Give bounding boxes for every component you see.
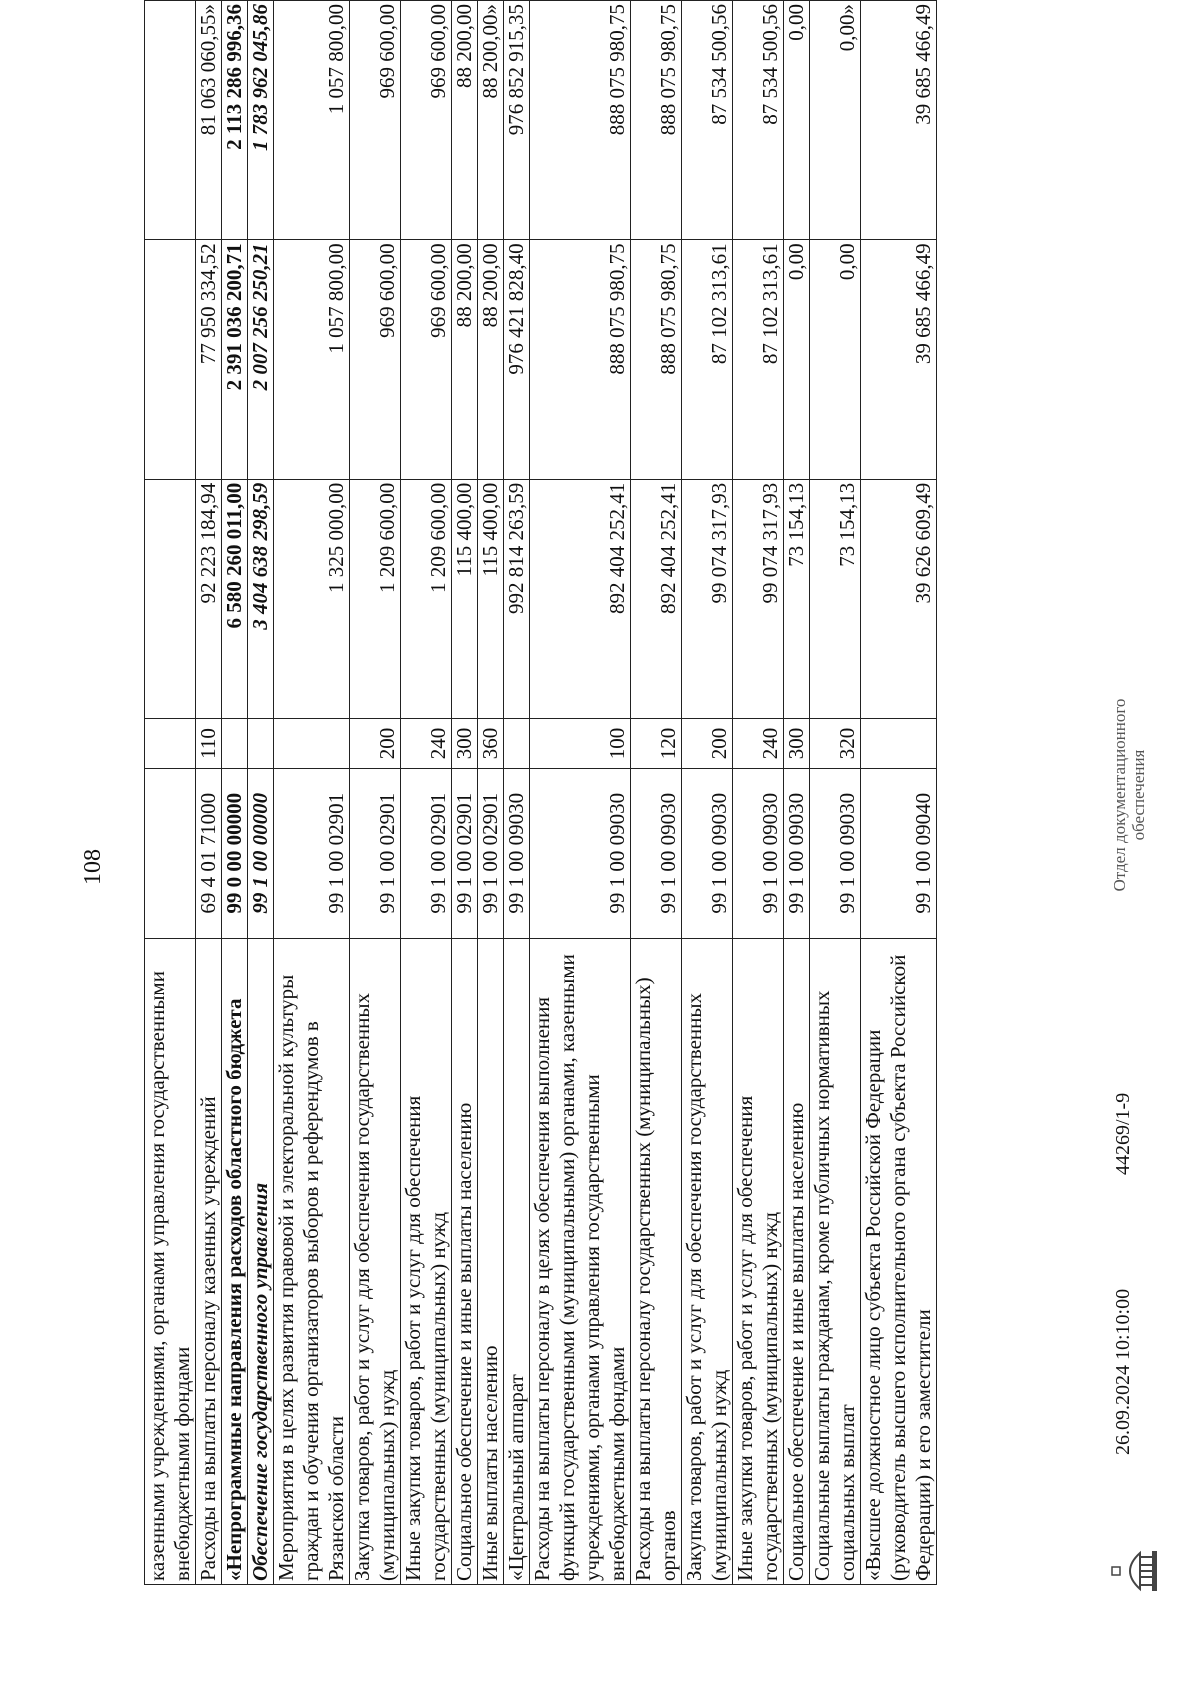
- row-type: 110: [196, 719, 222, 769]
- row-value-3: 0,00: [784, 1, 810, 240]
- row-value-2: 969 600,00: [350, 240, 401, 479]
- row-value-1: 99 074 317,93: [733, 479, 784, 718]
- row-type: [145, 719, 196, 769]
- row-code: 99 1 00 09030: [784, 768, 810, 938]
- budget-table-body: [145, 1, 937, 1585]
- row-name: Иные выплаты населению: [478, 938, 504, 1584]
- footer-datetime: 26.09.2024 10:10:00: [1112, 1288, 1134, 1455]
- row-code: 99 1 00 09030: [504, 768, 530, 938]
- row-name: Мероприятия в целях развития правовой и электоральной культуры граждан и обучения организаторов выборов и референдумов в Рязанской области: [274, 938, 350, 1584]
- row-code: 99 1 00 02901: [401, 768, 452, 938]
- row-type: 300: [784, 719, 810, 769]
- emblem-icon: [1110, 1547, 1160, 1595]
- row-value-1: 3 404 638 298,59: [248, 479, 274, 718]
- row-name: «Центральный аппарат: [504, 938, 530, 1584]
- row-type: 240: [401, 719, 452, 769]
- row-name: Иные закупки товаров, работ и услуг для обеспечения государственных (муниципальных) нужд: [733, 938, 784, 1584]
- table-row: [478, 1, 504, 1585]
- row-code: 99 1 00 09030: [733, 768, 784, 938]
- row-value-2: 0,00: [810, 240, 861, 479]
- row-value-3: 969 600,00: [350, 1, 401, 240]
- row-value-1: 6 580 260 011,00: [222, 479, 248, 718]
- row-value-3: 88 200,00: [452, 1, 478, 240]
- row-value-1: 73 154,13: [810, 479, 861, 718]
- row-value-3: 976 852 915,35: [504, 1, 530, 240]
- row-name: Социальное обеспечение и иные выплаты населению: [452, 938, 478, 1584]
- department-stamp: Отдел документационного обеспечения: [1110, 698, 1148, 892]
- row-name: Расходы на выплаты персоналу государственных (муниципальных) органов: [631, 938, 682, 1584]
- table-row: [530, 1, 631, 1585]
- row-code: 99 1 00 09030: [810, 768, 861, 938]
- row-code: 99 1 00 09030: [631, 768, 682, 938]
- row-name: Обеспечение государственного управления: [248, 938, 274, 1584]
- row-code: 99 1 00 00000: [248, 768, 274, 938]
- row-code: 99 1 00 02901: [350, 768, 401, 938]
- row-value-2: 39 685 466,49: [861, 240, 937, 479]
- table-row: [145, 1, 196, 1585]
- row-value-2: 888 075 980,75: [530, 240, 631, 479]
- row-value-2: 87 102 313,61: [682, 240, 733, 479]
- table-row: [248, 1, 274, 1585]
- footer-doc-number: 44269/1-9: [1112, 1092, 1134, 1175]
- table-row: [222, 1, 248, 1585]
- page-number: 108: [80, 849, 106, 885]
- row-value-1: 115 400,00: [478, 479, 504, 718]
- row-value-2: 1 057 800,00: [274, 240, 350, 479]
- row-type: [861, 719, 937, 769]
- budget-table: [144, 0, 937, 1585]
- row-code: 99 1 00 09030: [530, 768, 631, 938]
- row-value-3: 888 075 980,75: [530, 1, 631, 240]
- row-value-2: 888 075 980,75: [631, 240, 682, 479]
- row-value-1: 73 154,13: [784, 479, 810, 718]
- row-code: 99 1 00 02901: [452, 768, 478, 938]
- row-value-1: 992 814 263,59: [504, 479, 530, 718]
- row-name: Социальные выплаты гражданам, кроме публичных нормативных социальных выплат: [810, 938, 861, 1584]
- table-row: [784, 1, 810, 1585]
- row-type: [274, 719, 350, 769]
- row-type: 100: [530, 719, 631, 769]
- row-value-1: 92 223 184,94: [196, 479, 222, 718]
- row-code: 69 4 01 71000: [196, 768, 222, 938]
- table-row: [401, 1, 452, 1585]
- row-type: 200: [682, 719, 733, 769]
- row-name: Иные закупки товаров, работ и услуг для обеспечения государственных (муниципальных) нужд: [401, 938, 452, 1584]
- row-type: [222, 719, 248, 769]
- row-name: казенными учреждениями, органами управления государственными внебюджетными фондами: [145, 938, 196, 1584]
- row-type: [504, 719, 530, 769]
- table-row: [196, 1, 222, 1585]
- row-value-2: 77 950 334,52: [196, 240, 222, 479]
- table-row: [631, 1, 682, 1585]
- row-code: 99 1 00 09040: [861, 768, 937, 938]
- row-name: Расходы на выплаты персоналу казенных учреждений: [196, 938, 222, 1584]
- row-value-3: 1 057 800,00: [274, 1, 350, 240]
- row-name: Закупка товаров, работ и услуг для обеспечения государственных (муниципальных) нужд: [350, 938, 401, 1584]
- row-type: 200: [350, 719, 401, 769]
- row-value-3: [145, 1, 196, 240]
- row-value-1: 99 074 317,93: [682, 479, 733, 718]
- row-value-1: 1 325 000,00: [274, 479, 350, 718]
- row-value-2: 2 391 036 200,71: [222, 240, 248, 479]
- table-row: [452, 1, 478, 1585]
- row-value-2: [145, 240, 196, 479]
- row-value-2: 2 007 256 250,21: [248, 240, 274, 479]
- table-row: [504, 1, 530, 1585]
- row-type: 120: [631, 719, 682, 769]
- row-value-1: 115 400,00: [452, 479, 478, 718]
- row-value-3: 87 534 500,56: [682, 1, 733, 240]
- row-value-3: 969 600,00: [401, 1, 452, 240]
- row-value-1: 892 404 252,41: [530, 479, 631, 718]
- row-name: Социальное обеспечение и иные выплаты населению: [784, 938, 810, 1584]
- row-type: 240: [733, 719, 784, 769]
- row-value-1: 39 626 609,49: [861, 479, 937, 718]
- row-value-2: 88 200,00: [452, 240, 478, 479]
- row-value-2: 87 102 313,61: [733, 240, 784, 479]
- row-code: 99 1 00 09030: [682, 768, 733, 938]
- table-row: [810, 1, 861, 1585]
- row-value-3: 81 063 060,55»: [196, 1, 222, 240]
- row-value-3: 39 685 466,49: [861, 1, 937, 240]
- row-type: [248, 719, 274, 769]
- row-value-3: 2 113 286 996,36: [222, 1, 248, 240]
- row-value-3: 1 783 962 045,86: [248, 1, 274, 240]
- row-value-2: 0,00: [784, 240, 810, 479]
- row-value-1: 1 209 600,00: [350, 479, 401, 718]
- row-value-2: 969 600,00: [401, 240, 452, 479]
- row-name: «Высшее должностное лицо субъекта Российской Федерации (руководитель высшего исполнительного органа субъекта Российской Федерации) и его заместители: [861, 938, 937, 1584]
- table-row: [861, 1, 937, 1585]
- row-value-3: 88 200,00»: [478, 1, 504, 240]
- row-value-2: 976 421 828,40: [504, 240, 530, 479]
- row-code: 99 0 00 00000: [222, 768, 248, 938]
- row-value-1: [145, 479, 196, 718]
- row-type: 300: [452, 719, 478, 769]
- row-type: 320: [810, 719, 861, 769]
- table-row: [733, 1, 784, 1585]
- row-value-1: 1 209 600,00: [401, 479, 452, 718]
- row-code: 99 1 00 02901: [274, 768, 350, 938]
- row-value-1: 892 404 252,41: [631, 479, 682, 718]
- row-name: «Непрограммные направления расходов областного бюджета: [222, 938, 248, 1584]
- table-row: [350, 1, 401, 1585]
- row-value-3: 87 534 500,56: [733, 1, 784, 240]
- row-value-3: 888 075 980,75: [631, 1, 682, 240]
- row-code: 99 1 00 02901: [478, 768, 504, 938]
- row-type: 360: [478, 719, 504, 769]
- row-name: Закупка товаров, работ и услуг для обеспечения государственных (муниципальных) нужд: [682, 938, 733, 1584]
- table-row: [274, 1, 350, 1585]
- table-row: [682, 1, 733, 1585]
- row-code: [145, 768, 196, 938]
- row-name: Расходы на выплаты персоналу в целях обеспечения выполнения функций государственными (муниципальными) органами, казенными учреждениями, органами управления государственными внебюджетными фондами: [530, 938, 631, 1584]
- row-value-3: 0,00»: [810, 1, 861, 240]
- row-value-2: 88 200,00: [478, 240, 504, 479]
